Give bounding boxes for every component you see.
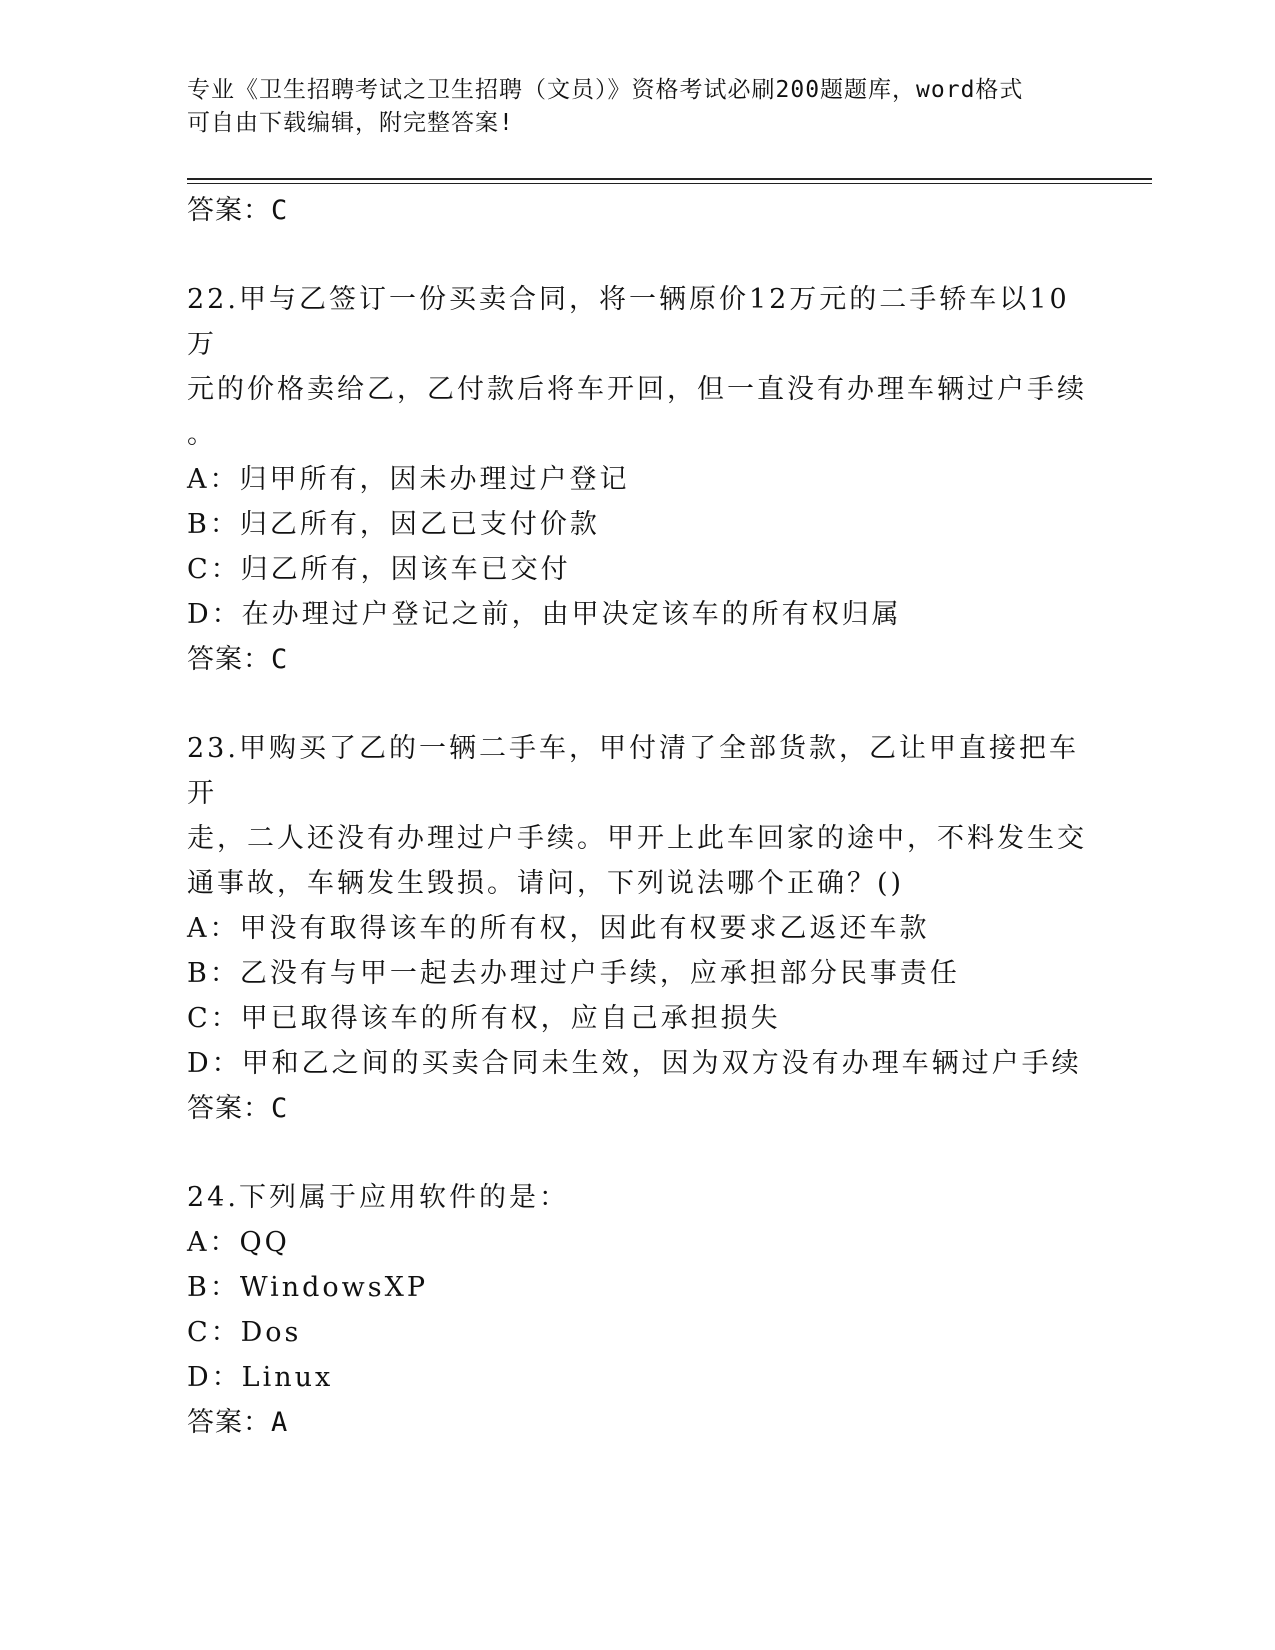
option-b: B：归乙所有，因乙已支付价款: [187, 509, 600, 540]
spacer: [187, 233, 1087, 277]
question-23: [187, 726, 1087, 1131]
option-b: B：WindowsXP: [187, 1272, 429, 1303]
previous-answer: 答案：C: [187, 195, 289, 226]
option-d: D：Linux: [187, 1362, 334, 1393]
question-24: [187, 1175, 1087, 1445]
header-rule-thin: [187, 183, 1152, 184]
header-rule-thick: [187, 178, 1152, 180]
answer: 答案：C: [187, 1093, 289, 1124]
question-22: [187, 277, 1087, 682]
option-a: A：归甲所有，因未办理过户登记: [187, 464, 630, 495]
answer: 答案：C: [187, 644, 289, 675]
question-text-line: 。: [187, 419, 217, 450]
question-text-line: 走，二人还没有办理过户手续。甲开上此车回家的途中，不料发生交: [187, 823, 1087, 854]
header-line-1: 专业《卫生招聘考试之卫生招聘（文员）》资格考试必刷200题题库，word格式: [187, 77, 1024, 103]
header-line-2: 可自由下载编辑，附完整答案!: [187, 110, 514, 136]
option-c: C：归乙所有，因该车已交付: [187, 554, 571, 585]
question-text-line: 元的价格卖给乙，乙付款后将车开回，但一直没有办理车辆过户手续: [187, 374, 1087, 405]
spacer: [187, 682, 1087, 726]
option-d: D：甲和乙之间的买卖合同未生效，因为双方没有办理车辆过户手续: [187, 1048, 1082, 1079]
page-header: [187, 74, 1087, 140]
option-b: B：乙没有与甲一起去办理过户手续，应承担部分民事责任: [187, 958, 960, 989]
question-content: [187, 188, 1087, 1445]
option-c: C：甲已取得该车的所有权，应自己承担损失: [187, 1003, 781, 1034]
question-text-line: 22.甲与乙签订一份买卖合同，将一辆原价12万元的二手轿车以10万: [187, 284, 1070, 360]
spacer: [187, 1131, 1087, 1175]
option-a: A：甲没有取得该车的所有权，因此有权要求乙返还车款: [187, 913, 930, 944]
question-text-line: 24.下列属于应用软件的是：: [187, 1182, 569, 1213]
option-c: C：Dos: [187, 1317, 302, 1348]
question-text-line: 通事故，车辆发生毁损。请问，下列说法哪个正确？(): [187, 868, 905, 899]
question-text-line: 23.甲购买了乙的一辆二手车，甲付清了全部货款，乙让甲直接把车开: [187, 733, 1079, 809]
answer: 答案：A: [187, 1407, 289, 1438]
option-d: D：在办理过户登记之前，由甲决定该车的所有权归属: [187, 599, 902, 630]
option-a: A：QQ: [187, 1227, 290, 1258]
